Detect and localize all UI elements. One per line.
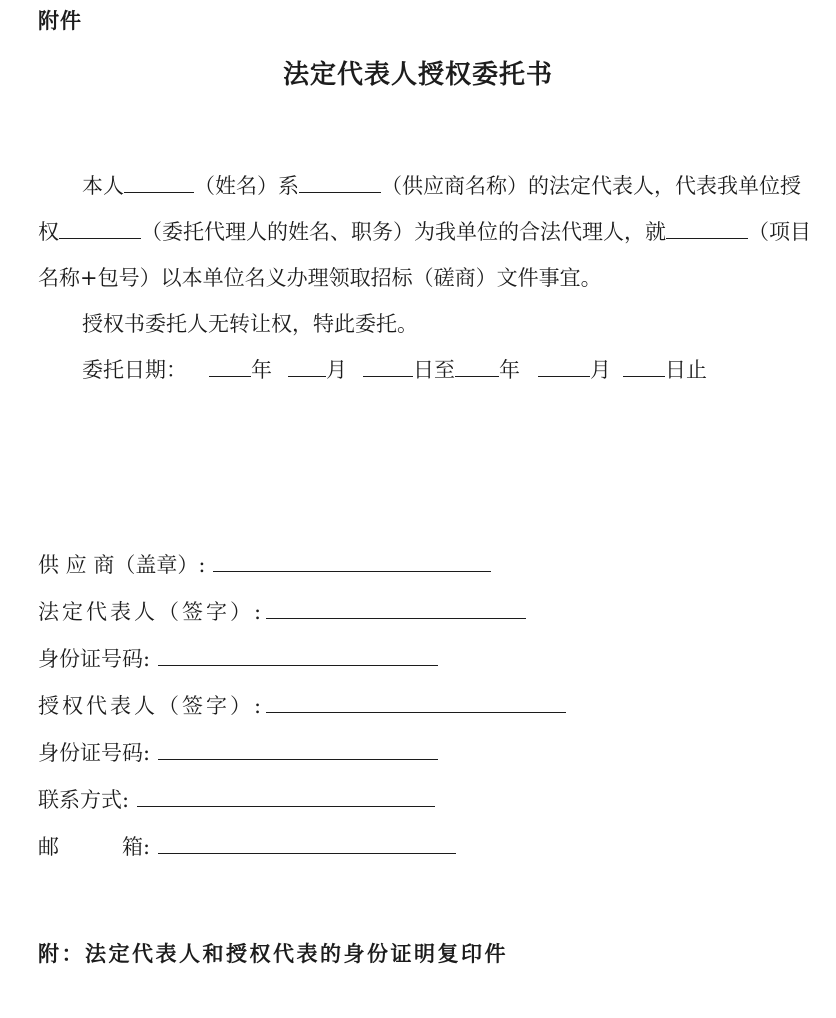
contact-blank[interactable] [137, 806, 435, 807]
start-day-blank[interactable] [363, 376, 413, 377]
attachment-label: 附件 [38, 8, 82, 33]
authorized-rep-id-blank[interactable] [158, 759, 438, 760]
end-month-blank[interactable] [538, 376, 590, 377]
authorized-rep-signature-label: 授权代表人（签字）: [38, 694, 265, 718]
supplier-name-blank[interactable] [299, 192, 381, 193]
day-to-text: 日至 [413, 358, 455, 382]
year-end-text: 年 [499, 358, 520, 382]
form-row-email [38, 824, 804, 871]
signature-form-block [38, 542, 804, 871]
date-line [38, 347, 804, 393]
authorized-rep-id-label: 身份证号码: [38, 741, 151, 765]
p2-text-b: （委托代理人的姓名、职务）为我单位的合法代理人，就 [141, 220, 666, 244]
name-blank[interactable] [124, 192, 194, 193]
legal-rep-id-blank[interactable] [158, 665, 438, 666]
month-start-text: 月 [326, 358, 347, 382]
start-year-blank[interactable] [209, 376, 251, 377]
p2-text-c: （项目 [748, 220, 811, 244]
legal-rep-signature-blank[interactable] [266, 618, 526, 619]
p3-text: 名称+包号）以本单位名义办理领取招标（磋商）文件事宜。 [38, 266, 602, 290]
legal-rep-signature-label: 法定代表人（签字）: [38, 600, 265, 624]
end-day-blank[interactable] [623, 376, 665, 377]
form-row-supplier [38, 542, 804, 589]
clause-text: 授权书委托人无转让权，特此委托。 [82, 312, 418, 336]
day-end-text: 日止 [665, 358, 707, 382]
project-name-blank[interactable] [666, 238, 748, 239]
p1-text-a: 本人 [82, 174, 124, 198]
supplier-seal-label: 供 应 商（盖章）: [38, 553, 206, 577]
agent-name-blank[interactable] [59, 238, 141, 239]
clause-line [38, 301, 804, 347]
p2-text-a: 权 [38, 220, 59, 244]
month-end-text: 月 [590, 358, 611, 382]
form-row-contact [38, 777, 804, 824]
form-row-legal-rep-id [38, 636, 804, 683]
authorized-rep-signature-blank[interactable] [266, 712, 566, 713]
footnote-text: 附：法定代表人和授权代表的身份证明复印件 [38, 941, 508, 966]
start-month-blank[interactable] [288, 376, 326, 377]
p1-text-b: （姓名）系 [194, 174, 299, 198]
form-row-legal-rep-signature [38, 589, 804, 636]
paragraph-line-1 [38, 163, 804, 209]
end-year-blank[interactable] [455, 376, 499, 377]
year-start-text: 年 [251, 358, 272, 382]
paragraph-line-2 [38, 209, 811, 255]
p1-text-c: （供应商名称）的法定代表人，代表我单位授 [381, 174, 801, 198]
legal-rep-id-label: 身份证号码: [38, 647, 151, 671]
email-blank[interactable] [158, 853, 456, 854]
body-text-block [38, 163, 811, 393]
date-label: 委托日期： [82, 358, 187, 382]
contact-label: 联系方式: [38, 788, 130, 812]
email-label: 邮 箱: [38, 835, 151, 859]
form-row-authorized-rep-id [38, 730, 804, 777]
form-row-authorized-rep-signature [38, 683, 804, 730]
paragraph-line-3 [38, 255, 804, 301]
document-title: 法定代表人授权委托书 [282, 60, 553, 90]
supplier-seal-blank[interactable] [213, 571, 491, 572]
